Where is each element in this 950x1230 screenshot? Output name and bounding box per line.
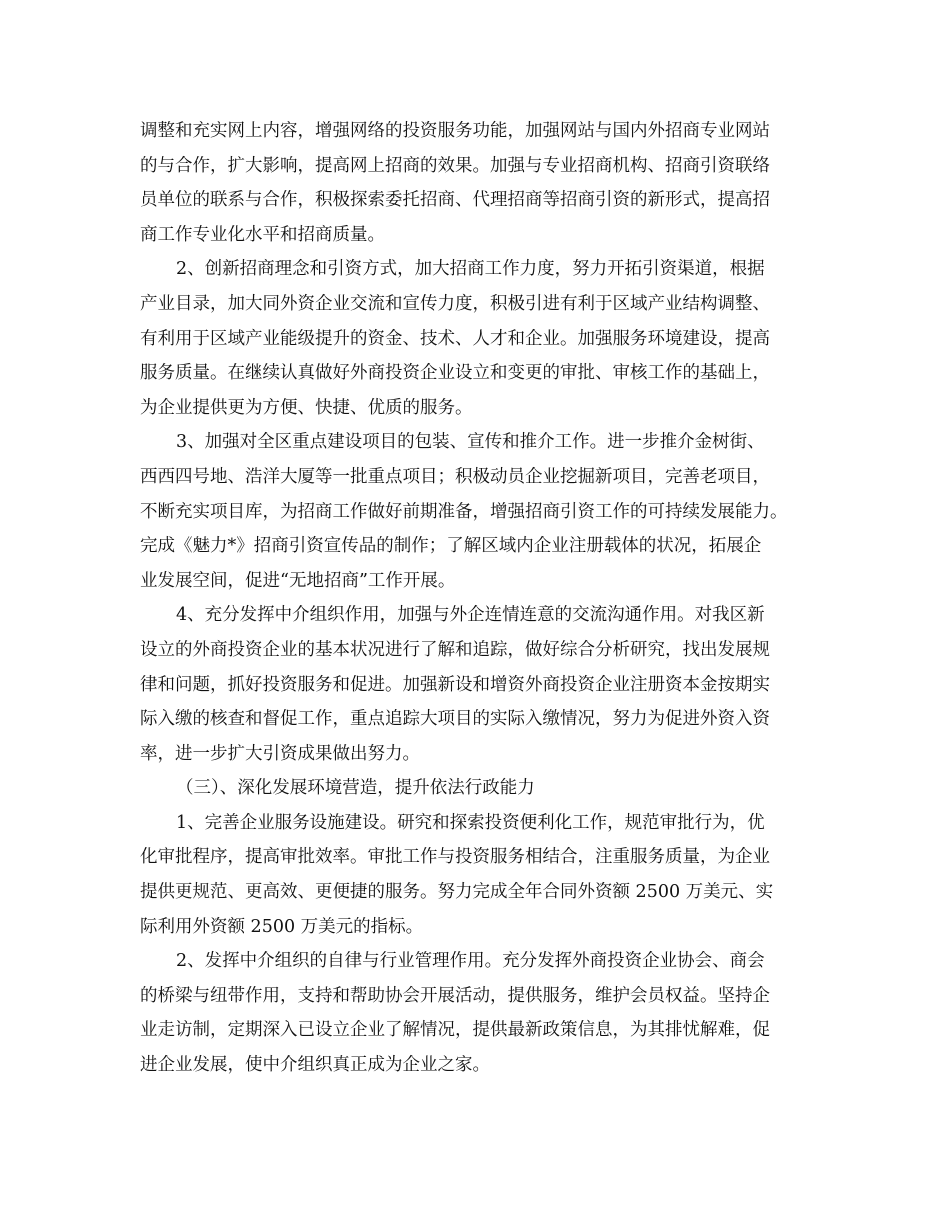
text-line: 2、创新招商理念和引资方式，加大招商工作力度，努力开拓引资渠道，根据	[176, 259, 765, 280]
text-line: 际入缴的核查和督促工作，重点追踪大项目的实际入缴情况，努力为促进外资入资	[140, 709, 770, 730]
text-line: 的与合作，扩大影响，提高网上招商的效果。加强与专业招商机构、招商引资联络	[140, 155, 770, 176]
document-body	[140, 114, 816, 1083]
text-line: 西西四号地、浩洋大厦等一批重点项目；积极动员企业挖掘新项目，完善老项目，	[140, 466, 770, 487]
text-line: 服务质量。在继续认真做好外商投资企业设立和变更的审批、审核工作的基础上，	[140, 363, 770, 384]
text-line: 员单位的联系与合作，积极探索委托招商、代理招商等招商引资的新形式，提高招	[140, 190, 770, 211]
text-line: 为企业提供更为方便、快捷、优质的服务。	[140, 397, 473, 418]
text-line: 化审批程序，提高审批效率。审批工作与投资服务相结合，注重服务质量，为企业	[140, 847, 770, 868]
text-line: 率，进一步扩大引资成果做出努力。	[140, 743, 420, 764]
text-line: 业发展空间，促进“无地招商”工作开展。	[140, 570, 456, 591]
text-line: 4、充分发挥中介组织作用，加强与外企连情连意的交流沟通作用。对我区新	[176, 605, 765, 626]
text-line: 不断充实项目库，为招商工作做好前期准备，增强招商引资工作的可持续发展能力。	[140, 501, 788, 522]
text-line: 业走访制，定期深入已设立企业了解情况，提供最新政策信息，为其排忧解难，促	[140, 1020, 770, 1041]
text-line: 际利用外资额 2500 万美元的指标。	[140, 916, 424, 937]
text-line: （三）、深化发展环境营造，提升依法行政能力	[176, 778, 535, 799]
text-line: 调整和充实网上内容，增强网络的投资服务功能，加强网站与国内外招商专业网站	[140, 121, 770, 141]
text-line: 商工作专业化水平和招商质量。	[140, 224, 385, 245]
text-line: 设立的外商投资企业的基本状况进行了解和追踪，做好综合分析研究，找出发展规	[140, 639, 770, 660]
text-line: 有利用于区域产业能级提升的资金、技术、人才和企业。加强服务环境建设，提高	[140, 328, 770, 349]
text-line: 2、发挥中介组织的自律与行业管理作用。充分发挥外商投资企业协会、商会	[176, 951, 765, 972]
text-line: 提供更规范、更高效、更便捷的服务。努力完成全年合同外资额 2500 万美元、实	[140, 882, 774, 903]
text-line: 律和问题，抓好投资服务和促进。加强新设和增资外商投资企业注册资本金按期实	[140, 674, 770, 695]
text-line: 完成《魅力*》招商引资宣传品的制作；了解区域内企业注册载体的状况，拓展企	[140, 536, 762, 557]
text-line: 3、加强对全区重点建设项目的包装、宣传和推介工作。进一步推介金树街、	[176, 432, 765, 453]
text-line: 的桥梁与纽带作用，支持和帮助协会开展活动，提供服务，维护会员权益。坚持企	[140, 985, 770, 1006]
text-line: 产业目录，加大同外资企业交流和宣传力度，积极引进有利于区域产业结构调整、	[140, 293, 770, 314]
text-line: 进企业发展，使中介组织真正成为企业之家。	[140, 1055, 490, 1076]
text-line: 1、完善企业服务设施建设。研究和探索投资便利化工作，规范审批行为，优	[176, 812, 765, 833]
